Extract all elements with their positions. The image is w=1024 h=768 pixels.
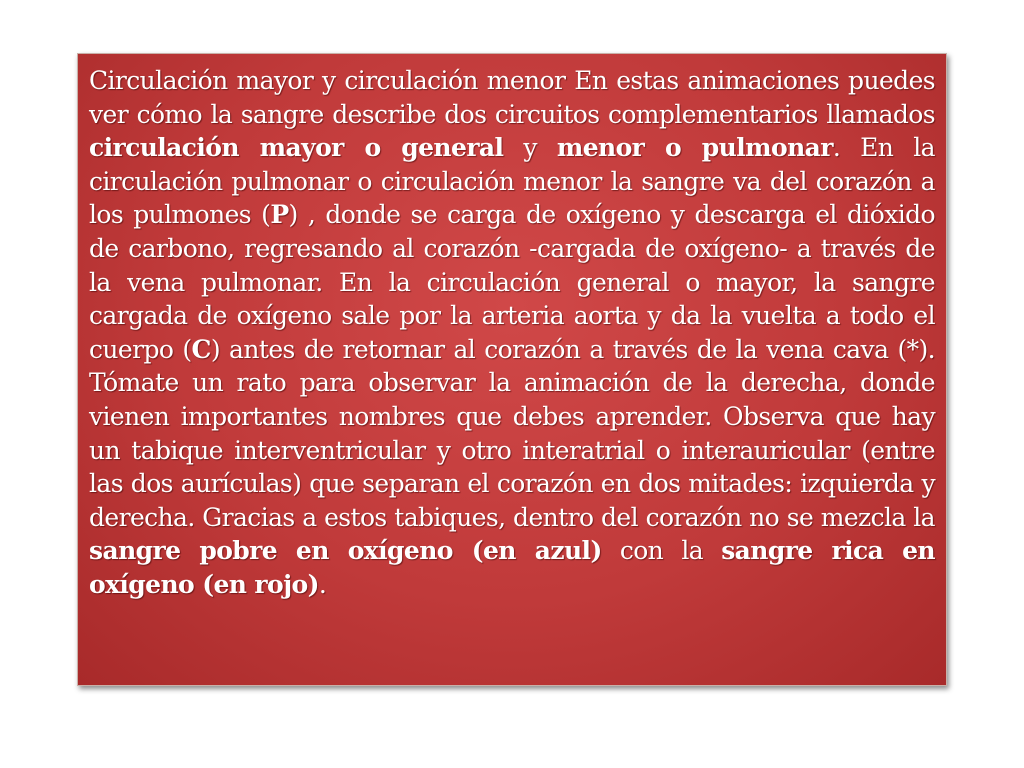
- text-box: [77, 53, 947, 686]
- bold-text-run: sangre pobre en oxígeno (en azul): [89, 536, 602, 566]
- text-run: ) antes de retornar al corazón a través de la vena cava (*). Tómate un rato para observar la animación de la derecha, donde vienen importantes nombres que debes aprender. Observa que hay un tabique interventricular y otro interatrial o interauricular (entre las dos aurículas) que separan el corazón en dos mitades: izquierda y derecha. Gracias a estos tabiques, dentro del corazón no se mezcla la: [89, 334, 935, 532]
- bold-text-run: circulación mayor o general: [89, 133, 504, 163]
- bold-text-run: menor o pulmonar: [556, 133, 833, 163]
- text-run: .: [318, 569, 327, 599]
- text-run: y: [503, 133, 557, 163]
- body-paragraph: [89, 64, 935, 602]
- text-run: . En la circulación pulmonar o circulación menor la sangre va del corazón a los pulmones (: [89, 133, 935, 230]
- bold-text-run: C: [191, 334, 211, 364]
- text-run: Circulación mayor y circulación menor En estas animaciones puedes ver cómo la sangre describe dos circuitos complementarios llamados: [89, 66, 935, 129]
- text-run: con la: [601, 536, 722, 566]
- bold-text-run: sangre rica en oxígeno (en rojo): [89, 536, 935, 599]
- text-run: ) , donde se carga de oxígeno y descarga el dióxido de carbono, regresando al corazón -cargada de oxígeno- a través de la vena pulmonar. En la circulación general o mayor, la sangre cargada de oxígeno sale por la arteria aorta y da la vuelta a todo el cuerpo (: [89, 200, 935, 364]
- bold-text-run: P: [270, 200, 289, 230]
